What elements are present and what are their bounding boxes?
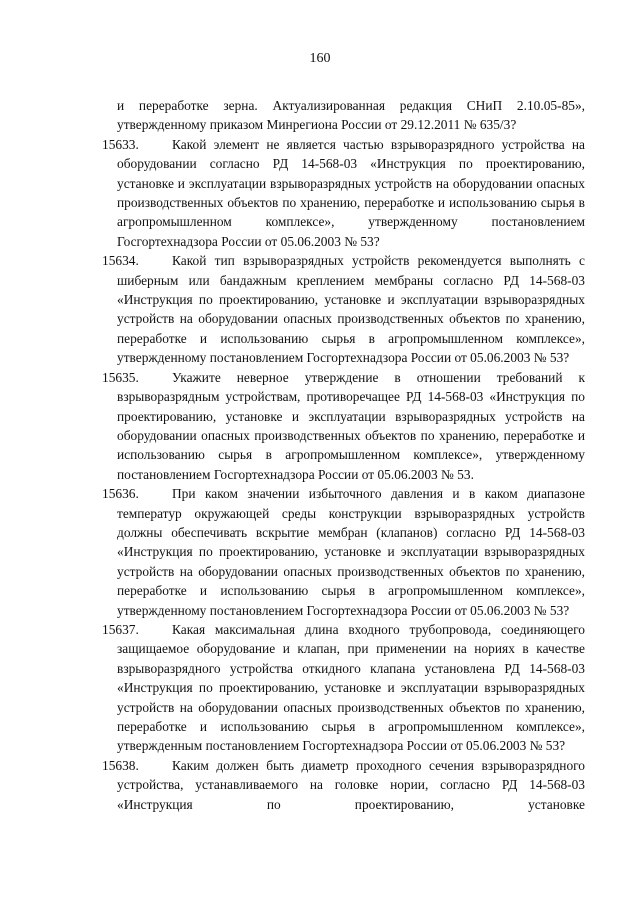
question-item — [102, 251, 585, 367]
question-text: Какая максимальная длина входного трубопровода, соединяющего защищаемое оборудование и клапан, при применении на нориях в качестве взрыворазрядного устройства откидного клапана установлена РД 14-568-03 «Инструкция по проектированию, установке и эксплуатации взрыворазрядных устройств на оборудовании опасных производственных объектов по хранению, переработке и использованию сырья в агропромышленном комплексе», утвержденным постановлением Госгортехнадзора России от 05.06.2003 № 53? — [117, 621, 585, 754]
question-item — [102, 756, 585, 814]
continuation-paragraph: и переработке зерна. Актуализированная редакция СНиП 2.10.05-85», утвержденному приказом Минрегиона России от 29.12.2011 № 635/3? — [117, 98, 585, 133]
question-number: 15633. — [102, 136, 139, 152]
question-number: 15636. — [102, 486, 139, 502]
question-text: Каким должен быть диаметр проходного сечения взрыворазрядного устройства, устанавливаемого на головке нории, согласно РД 14-568-03 «Инструкция по проектированию, установке — [117, 757, 585, 812]
question-text: При каком значении избыточного давления и в каком диапазоне температур окружающей среды конструкции взрыворазрядных устройств должны обеспечивать вскрытие мембран (клапанов) согласно РД 14-568-03 «Инструкция по проектированию, установке и эксплуатации взрыворазрядных устройств на оборудовании опасных производственных объектов по хранению, переработке и использованию сырья в агропромышленном комплексе», утвержденному постановлением Госгортехнадзора России от 05.06.2003 № 53? — [117, 486, 585, 618]
question-item — [102, 620, 585, 756]
question-number: 15638. — [102, 757, 139, 773]
question-item — [102, 135, 585, 251]
question-text: Укажите неверное утверждение в отношении требований к взрыворазрядным устройствам, противоречащее РД 14-568-03 «Инструкция по проектированию, установке и эксплуатации взрыворазрядных устройств на оборудовании опасных производственных объектов по хранению, переработке и использованию сырья в агропромышленном комплексе», утвержденному постановлением Госгортехнадзора России от 05.06.2003 № 53. — [117, 369, 585, 482]
question-text: Какой элемент не является частью взрыворазрядного устройства на оборудовании согласно РД 14-568-03 «Инструкция по проектированию, установке и эксплуатации взрыворазрядных устройств на оборудовании опасных производственных объектов по хранению, переработке и использованию сырья в агропромышленном комплексе», утвержденному постановлением Госгортехнадзора России от 05.06.2003 № 53? — [117, 136, 585, 249]
page-number: 160 — [309, 51, 331, 66]
question-number: 15634. — [102, 253, 139, 269]
document-body — [102, 96, 585, 814]
question-text: Какой тип взрыворазрядных устройств рекомендуется выполнять с шиберным или бандажным креплением мембраны согласно РД 14-568-03 «Инструкция по проектированию, установке и эксплуатации взрыворазрядных устройств на оборудовании опасных производственных объектов по хранению, переработке и использованию сырья в агропромышленном комплексе», утвержденному постановлением Госгортехнадзора России от 05.06.2003 № 53? — [117, 253, 585, 366]
question-item — [102, 368, 585, 484]
question-number: 15635. — [102, 369, 139, 385]
question-item — [102, 484, 585, 620]
question-number: 15637. — [102, 621, 139, 637]
